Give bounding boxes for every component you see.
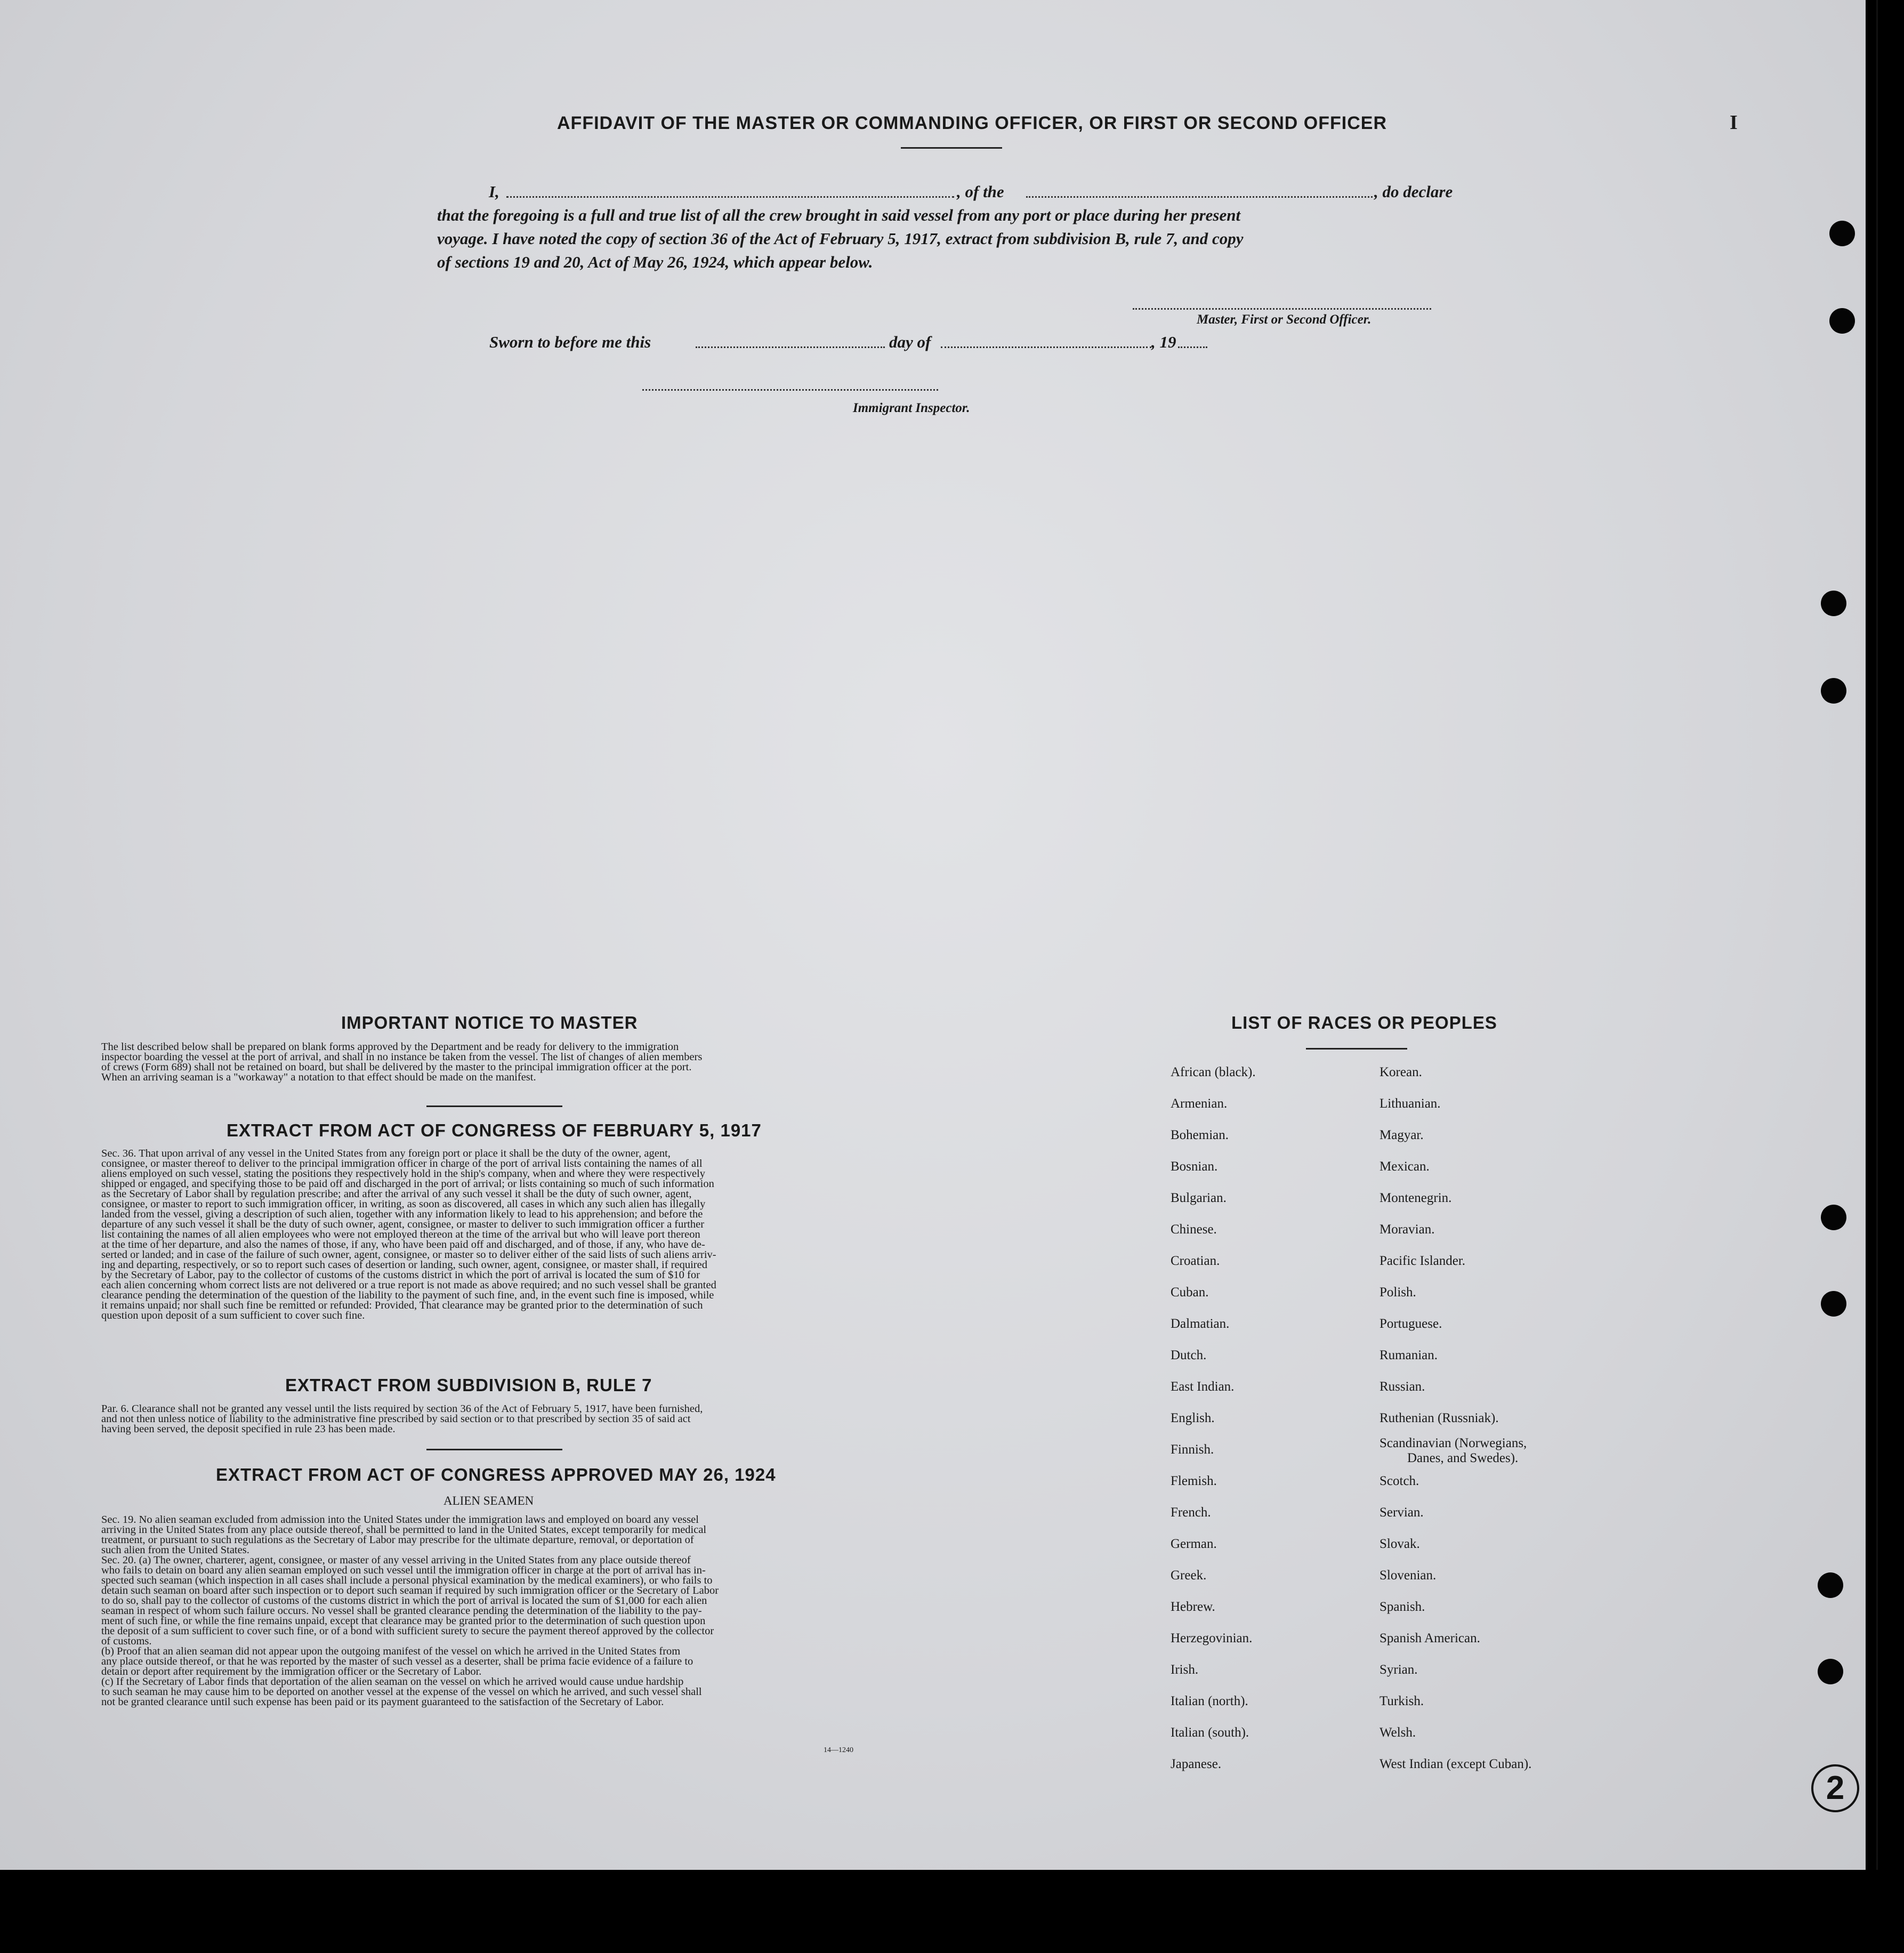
- binder-hole: [1821, 1205, 1846, 1230]
- extract-1917-line: list containing the names of all alien employees who were not employed thereon at the time of the arrival but who will leave port thereon: [101, 1229, 700, 1240]
- corner-page-number: [1811, 1764, 1859, 1812]
- year-label: , 19: [1151, 333, 1176, 351]
- extract-1917-line: it remains unpaid; nor shall such fine be remitted or refunded: Provided, That clearance may be granted prior to the determination of such: [101, 1300, 703, 1311]
- race-item: Lithuanian.: [1379, 1096, 1441, 1111]
- race-item: Bosnian.: [1171, 1159, 1218, 1174]
- race-item: Syrian.: [1379, 1663, 1418, 1677]
- race-item: German.: [1171, 1537, 1217, 1551]
- extract-1924-line: spected such seaman (which inspection in all cases shall include a personal physical examination by the medical examiners), or who fails to: [101, 1575, 713, 1586]
- race-item: Turkish.: [1379, 1694, 1424, 1708]
- sworn-day-field[interactable]: [696, 346, 885, 348]
- notice-divider: [426, 1105, 562, 1107]
- race-item: Scotch.: [1379, 1474, 1419, 1488]
- binder-hole: [1829, 221, 1855, 246]
- extract-1917-line: question upon deposit of a sum sufficient to cover such fine.: [101, 1310, 365, 1321]
- extract-1924-line: who fails to detain on board any alien seaman employed on such vessel until the immigration officer in charge at the port of arrival has in-: [101, 1564, 706, 1576]
- race-item: Italian (north).: [1171, 1694, 1248, 1708]
- race-item: Armenian.: [1171, 1096, 1228, 1111]
- race-item: Greek.: [1171, 1568, 1207, 1583]
- rule7-line: Par. 6. Clearance shall not be granted any vessel until the lists required by section 36 of the Act of February 5, 1917, have been furnished,: [101, 1403, 703, 1415]
- form-number: 14—1240: [824, 1746, 853, 1754]
- race-item: French.: [1171, 1505, 1211, 1520]
- affidavit-line-3: voyage. I have noted the copy of section 36 of the Act of February 5, 1917, extract from subdivision B, rule 7, and copy: [437, 229, 1244, 248]
- binder-hole: [1821, 591, 1846, 616]
- extract-1924-line: of customs.: [101, 1635, 152, 1647]
- notice-line: of crews (Form 689) shall not be retained on board, but shall be delivered by the master to the principal immigration officer at the port.: [101, 1061, 692, 1073]
- rule7-divider: [426, 1449, 562, 1450]
- race-item: West Indian (except Cuban).: [1379, 1757, 1532, 1771]
- binder-hole: [1821, 678, 1846, 704]
- extract-1924-title: EXTRACT FROM ACT OF CONGRESS APPROVED MAY 26, 1924: [216, 1465, 776, 1484]
- notice-line: When an arriving seaman is a "workaway" a notation to that effect should be made on the manifest.: [101, 1071, 536, 1083]
- race-item: Cuban.: [1171, 1285, 1209, 1300]
- i-label: I,: [489, 182, 499, 201]
- master-signature-label: Master, First or Second Officer.: [1197, 312, 1371, 327]
- extract-1917-line: as the Secretary of Labor shall by regulation prescribe; and after the arrival of any such vessel it shall be the duty of such owner, agent,: [101, 1188, 692, 1200]
- rule7-line: having been served, the deposit specified in rule 23 has been made.: [101, 1423, 396, 1435]
- extract-1917-line: consignee, or master to report to such immigration officer, in writing, as soon as discovered, all cases in which any such alien has illegally: [101, 1198, 706, 1210]
- extract-1924-line: such alien from the United States.: [101, 1544, 249, 1556]
- race-item: Bulgarian.: [1171, 1191, 1227, 1205]
- extract-1924-line: seaman in respect of whom such failure occurs. No vessel shall be granted clearance pending the determination of the liability to the pay-: [101, 1605, 702, 1617]
- of-the-label: , of the: [957, 182, 1004, 201]
- race-item: Welsh.: [1379, 1725, 1416, 1740]
- race-item: Croatian.: [1171, 1254, 1220, 1268]
- race-item: Portuguese.: [1379, 1317, 1442, 1331]
- sworn-label: Sworn to before me this: [489, 333, 651, 351]
- race-item: Slovak.: [1379, 1537, 1420, 1551]
- extract-1917-title: EXTRACT FROM ACT OF CONGRESS OF FEBRUARY 5, 1917: [227, 1120, 762, 1140]
- race-item: Flemish.: [1171, 1474, 1217, 1488]
- race-item: Korean.: [1379, 1065, 1422, 1079]
- affidavit-line-2: that the foregoing is a full and true list of all the crew brought in said vessel from any port or place during her present: [437, 206, 1241, 224]
- affidavit-line-4: of sections 19 and 20, Act of May 26, 1924, which appear below.: [437, 253, 873, 271]
- race-item: Dutch.: [1171, 1348, 1207, 1362]
- races-title: LIST OF RACES OR PEOPLES: [1231, 1013, 1497, 1032]
- extract-1924-line: to do so, shall pay to the collector of customs of the customs district in which the port of arrival is located the sum of $1,000 for each alien: [101, 1595, 707, 1607]
- race-item: Spanish American.: [1379, 1631, 1480, 1645]
- notice-line: inspector boarding the vessel at the port of arrival, and shall in no instance be taken from the vessel. The list of changes of alien members: [101, 1051, 703, 1063]
- alien-seamen-subtitle: ALIEN SEAMEN: [443, 1494, 534, 1507]
- extract-1917-line: at the time of her departure, and also the names of those, if any, who have been paid off and discharged, and of those, if any, who have de-: [101, 1239, 705, 1250]
- race-item: Mexican.: [1379, 1159, 1430, 1174]
- extract-1917-line: by the Secretary of Labor, pay to the collector of customs of the customs district in which the port of arrival is located the sum of $10 for: [101, 1269, 700, 1281]
- race-item: Magyar.: [1379, 1128, 1424, 1142]
- inspector-label: Immigrant Inspector.: [853, 401, 970, 415]
- extract-1924-line: Sec. 20. (a) The owner, charterer, agent, consignee, or master of any vessel arriving in the United States from any place outside thereof: [101, 1554, 691, 1566]
- extract-1924-line: detain such seaman on board after such inspection or to deport such seaman if required by such immigration officer or the Secretary of Labor: [101, 1585, 719, 1596]
- extract-1917-line: shipped or engaged, and specifying those to be paid off and discharged in the port of arrival; or lists containing so much of such information: [101, 1178, 714, 1190]
- race-item: Hebrew.: [1171, 1600, 1215, 1614]
- race-item: Servian.: [1379, 1505, 1424, 1520]
- extract-1924-line: detain or deport after requirement by the immigration officer or the Secretary of Labor.: [101, 1666, 482, 1677]
- extract-1917-line: serted or landed; and in case of the failure of such owner, agent, consignee, or master so to deliver either of the said lists of such aliens arriv-: [101, 1249, 716, 1261]
- race-item: Rumanian.: [1379, 1348, 1438, 1362]
- extract-1924-line: not be granted clearance until such expense has been paid or its payment guaranteed to the satisfaction of the Secretary of Labor.: [101, 1696, 664, 1708]
- extract-1917-line: clearance pending the determination of the question of the liability to the payment of such fine, and, in the event such fine is imposed, while: [101, 1289, 714, 1301]
- race-item: Montenegrin.: [1379, 1191, 1452, 1205]
- binder-hole: [1818, 1659, 1843, 1684]
- race-item-continuation: Danes, and Swedes).: [1407, 1451, 1519, 1465]
- vessel-field[interactable]: [1026, 196, 1373, 198]
- notice-text: [101, 1042, 898, 1083]
- title-divider: [901, 147, 1002, 149]
- race-item: East Indian.: [1171, 1379, 1235, 1394]
- race-item: Finnish.: [1171, 1442, 1214, 1457]
- extract-1917-line: landed from the vessel, giving a description of such alien, together with any information likely to lead to his apprehension; and before the: [101, 1208, 703, 1220]
- extract-1924-text: [101, 1515, 898, 1707]
- extract-1917-line: ing and departing, respectively, or so to report such cases of desertion or landing, such owner, agent, consignee, or master shall, if required: [101, 1259, 707, 1271]
- extract-1917-text: [101, 1149, 898, 1321]
- extract-1924-line: to such seaman he may cause him to be deported on another vessel at the expense of the vessel on which he arrived, and such vessel shall: [101, 1686, 702, 1698]
- race-item: English.: [1171, 1411, 1215, 1425]
- rule7-line: and not then unless notice of liability to the administrative fine prescribed by said section or to that prescribed by section 35 of said act: [101, 1413, 691, 1425]
- inspector-signature-field[interactable]: [642, 389, 938, 391]
- binder-hole: [1821, 1291, 1846, 1317]
- extract-1917-line: each alien concerning whom correct lists are not delivered or a true report is not made as above required; and no such vessel shall be granted: [101, 1279, 716, 1291]
- notice-line: The list described below shall be prepared on blank forms approved by the Department and be ready for delivery to the immigration: [101, 1041, 679, 1053]
- race-item: Moravian.: [1379, 1222, 1435, 1237]
- race-item: Spanish.: [1379, 1600, 1425, 1614]
- extract-1924-line: any place outside thereof, or that he was reported by the master of such vessel as a deserter, shall be prima facie evidence of a failure to: [101, 1656, 693, 1667]
- race-item: Russian.: [1379, 1379, 1425, 1394]
- extract-1924-line: Sec. 19. No alien seaman excluded from admission into the United States under the immigration laws and employed on board any vessel: [101, 1514, 699, 1526]
- extract-1917-line: Sec. 36. That upon arrival of any vessel in the United States from any foreign port or place it shall be the duty of the owner, agent,: [101, 1148, 671, 1159]
- notice-title: IMPORTANT NOTICE TO MASTER: [341, 1013, 638, 1032]
- extract-1917-line: consignee, or master thereof to deliver to the principal immigration officer in charge of the port of arrival lists containing the names of all: [101, 1158, 703, 1169]
- race-item: Chinese.: [1171, 1222, 1217, 1237]
- rule7-title: EXTRACT FROM SUBDIVISION B, RULE 7: [285, 1375, 652, 1395]
- affidavit-title: AFFIDAVIT OF THE MASTER OR COMMANDING OFFICER, OR FIRST OR SECOND OFFICER: [557, 113, 1387, 133]
- extract-1917-line: departure of any such vessel it shall be the duty of such owner, agent, consignee, or master to deliver to such immigration officer a further: [101, 1218, 705, 1230]
- race-item: Japanese.: [1171, 1757, 1222, 1771]
- race-item: African (black).: [1171, 1065, 1256, 1079]
- page-mark: I: [1730, 111, 1738, 134]
- race-item: Dalmatian.: [1171, 1317, 1230, 1331]
- extract-1924-line: treatment, or pursuant to such regulations as the Secretary of Labor may prescribe for the ultimate departure, removal, or deportation of: [101, 1534, 694, 1546]
- binder-hole: [1829, 308, 1855, 334]
- sworn-month-field[interactable]: [941, 346, 1151, 348]
- race-item: Polish.: [1379, 1285, 1416, 1300]
- extract-1924-line: the deposit of a sum sufficient to cover such fine, or of a bond with sufficient surety to secure the payment thereof approved by the collector: [101, 1625, 714, 1637]
- race-item: Ruthenian (Russniak).: [1379, 1411, 1499, 1425]
- race-item: Irish.: [1171, 1663, 1199, 1677]
- corner-mark-text: 2: [1826, 1770, 1845, 1806]
- do-declare-label: , do declare: [1374, 182, 1453, 201]
- race-item: Italian (south).: [1171, 1725, 1249, 1740]
- day-of-label: day of: [889, 333, 931, 351]
- page-edge-line: [1876, 0, 1878, 1870]
- name-field[interactable]: [506, 196, 954, 198]
- extract-1924-line: ment of such fine, or while the fine remains unpaid, except that clearance may be granted prior to the determination of such question upon: [101, 1615, 706, 1627]
- extract-1924-line: arriving in the United States from any place outside thereof, shall be permitted to land in the United States, except temporarily for medical: [101, 1524, 707, 1536]
- race-item: Herzegovinian.: [1171, 1631, 1253, 1645]
- race-item: Scandinavian (Norwegians,: [1379, 1436, 1527, 1450]
- sworn-year-field[interactable]: [1178, 346, 1207, 348]
- races-divider: [1306, 1048, 1407, 1050]
- extract-1917-line: aliens employed on such vessel, stating the positions they respectively hold in the ship's company, when and where they were respectively: [101, 1168, 705, 1180]
- race-item: Pacific Islander.: [1379, 1254, 1466, 1268]
- race-item: Slovenian.: [1379, 1568, 1437, 1583]
- master-signature-field[interactable]: [1133, 308, 1431, 310]
- race-item: Bohemian.: [1171, 1128, 1229, 1142]
- extract-1924-line: (c) If the Secretary of Labor finds that deportation of the alien seaman on the vessel on which he arrived would cause undue hardship: [101, 1676, 684, 1688]
- rule7-text: [101, 1404, 898, 1434]
- binder-hole: [1818, 1572, 1843, 1598]
- extract-1924-line: (b) Proof that an alien seaman did not appear upon the outgoing manifest of the vessel on which he arrived in the United States from: [101, 1645, 681, 1657]
